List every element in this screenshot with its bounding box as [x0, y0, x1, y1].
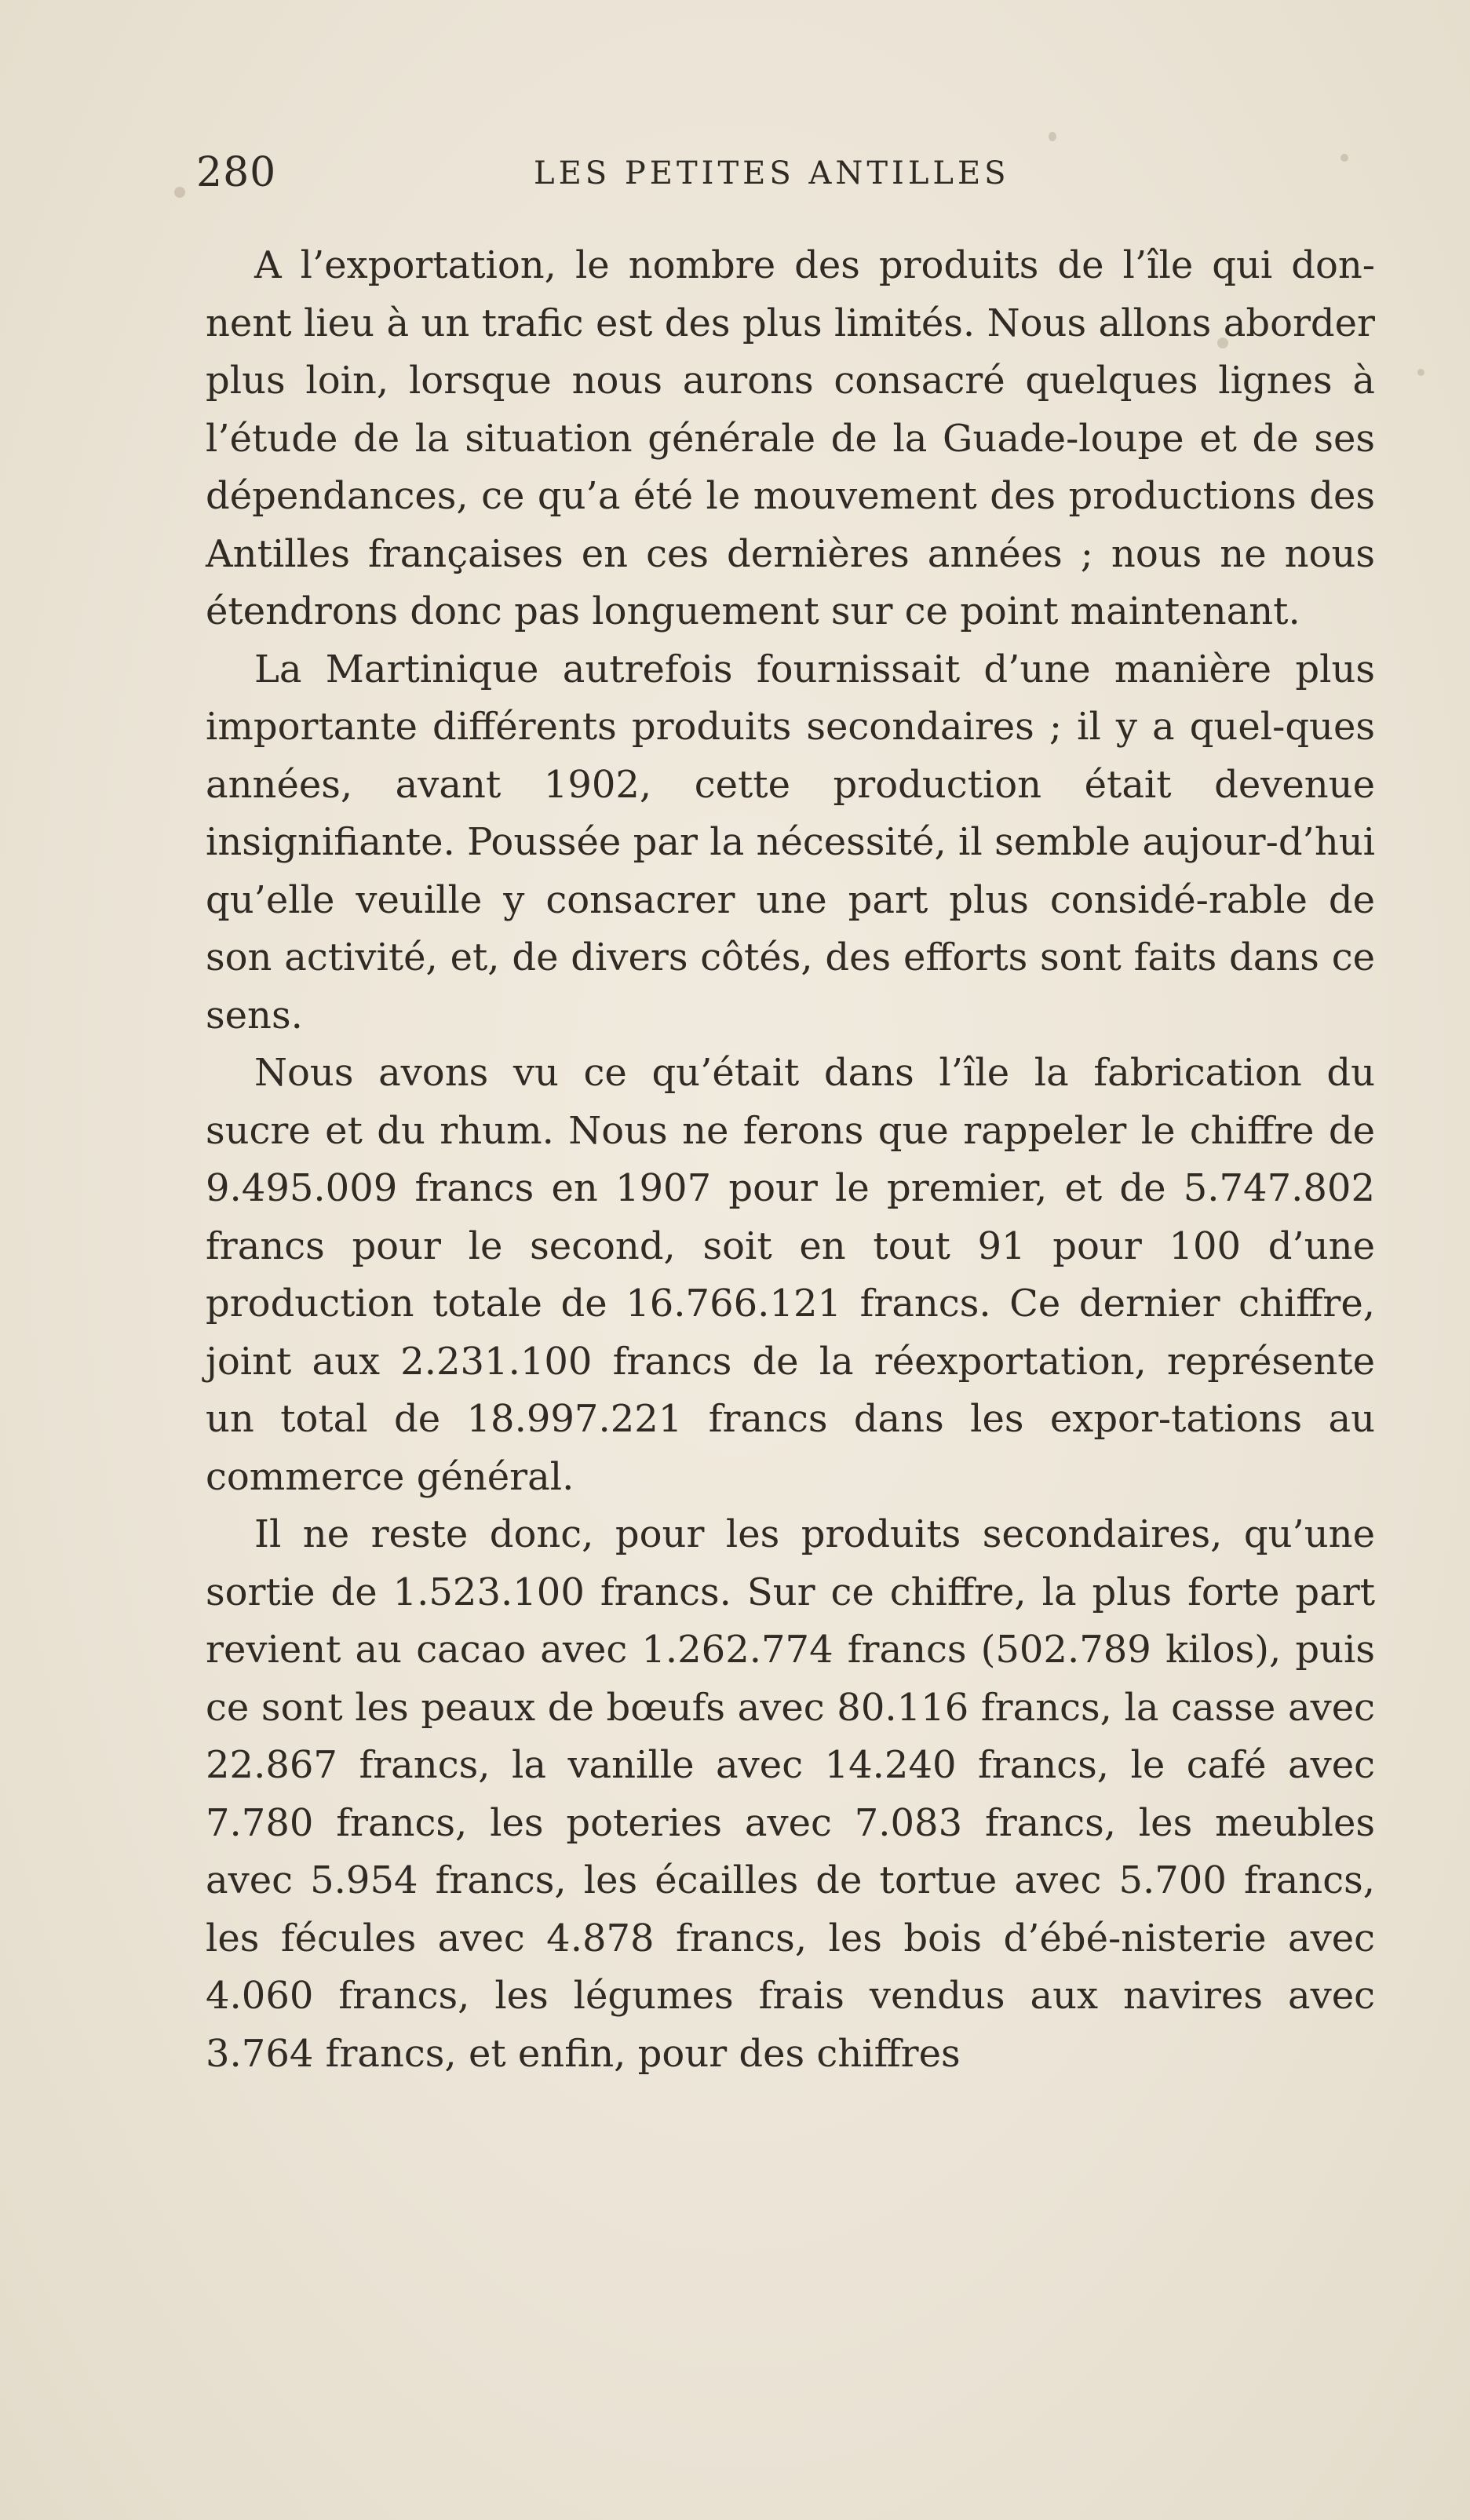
paragraph: La Martinique autrefois fournissait d’une manière plus importante différents produits secondaires ; il y a quel-ques années, avant 1902, cette production était devenue insignifiante. Poussée par la nécessité, il semble aujour-d’hui qu’elle veuille y consacrer une part plus considé-rable de son activité, et, de divers côtés, des efforts sont faits dans ce sens. [206, 647, 1375, 1038]
paragraph: Nous avons vu ce qu’était dans l’île la fabrication du sucre et du rhum. Nous ne ferons que rappeler le chiffre de 9.495.009 francs en 1907 pour le premier, et de 5.747.802 francs pour le second, soit en tout 91 pour 100 d’une production totale de 16.766.121 francs. Ce dernier chiffre, joint aux 2.231.100 francs de la réexportation, représente un total de 18.997.221 francs dans les expor-tations au commerce général. [206, 1051, 1375, 1499]
page-number: 280 [196, 149, 277, 196]
paper-speck [174, 187, 185, 198]
running-title: LES PETITES ANTILLES [534, 155, 1010, 191]
body-text [206, 237, 1375, 2083]
paragraph: A l’exportation, le nombre des produits de l’île qui don-nent lieu à un trafic est des plus limités. Nous allons aborder plus loin, lorsque nous aurons consacré quelques lignes à l’étude de la situation générale de la Guade-loupe et de ses dépendances, ce qu’a été le mouvement des productions des Antilles françaises en ces dernières années ; nous ne nous étendrons donc pas longuement sur ce point maintenant. [206, 243, 1375, 633]
paragraph: Il ne reste donc, pour les produits secondaires, qu’une sortie de 1.523.100 francs. Sur ce chiffre, la plus forte part revient au cacao avec 1.262.774 francs (502.789 kilos), puis ce sont les peaux de bœufs avec 80.116 francs, la casse avec 22.867 francs, la vanille avec 14.240 francs, le café avec 7.780 francs, les poteries avec 7.083 francs, les meubles avec 5.954 francs, les écailles de tortue avec 5.700 francs, les fécules avec 4.878 francs, les bois d’ébé-nisterie avec 4.060 francs, les légumes frais vendus aux navires avec 3.764 francs, et enfin, pour des chiffres [206, 1512, 1375, 2076]
paper-speck [1417, 369, 1424, 376]
page-header [196, 149, 1366, 212]
paper-speck [1049, 132, 1056, 141]
